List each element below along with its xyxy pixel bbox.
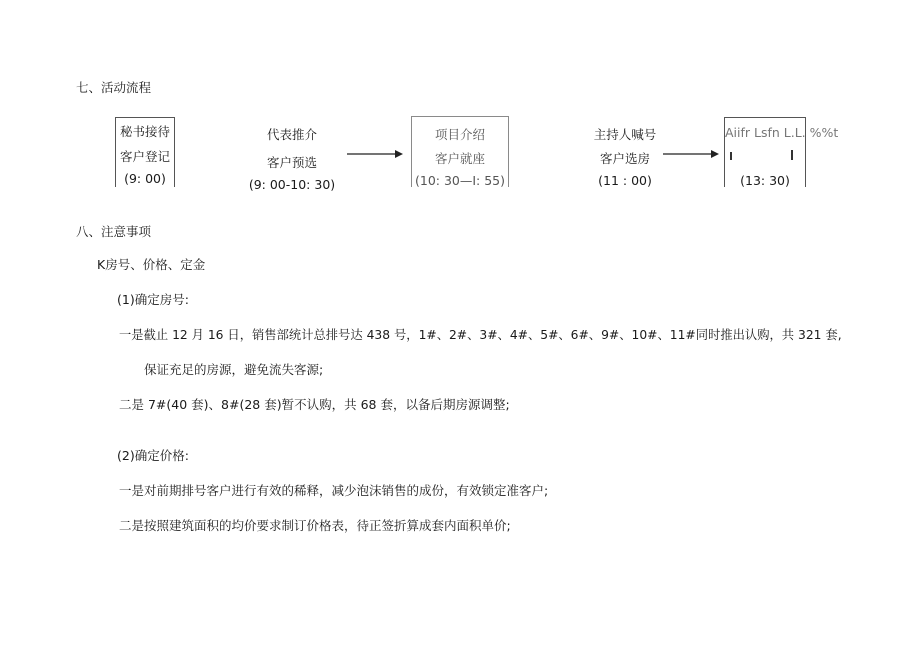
flow-step-1-box bbox=[115, 117, 175, 187]
flow-step-2 bbox=[248, 125, 336, 192]
flow-step-4-line-2: 客户选房 bbox=[599, 151, 650, 166]
item2-paragraph-1: 一是对前期排号客户进行有效的稀释，减少泡沫销售的成份，有效锁定准客户; bbox=[119, 483, 549, 498]
flow-step-2-line-2: 客户预选 bbox=[266, 155, 317, 170]
item1-paragraph-1: 一是截止 12 月 16 日，销售部统计总排号达 438 号，1#、2#、3#、4#、5#、6#、9#、10#、11#同时推出认购，共 321 套, bbox=[119, 328, 842, 342]
flow-step-3-line-1: 项目介绍 bbox=[434, 127, 485, 142]
section8-subheading: K房号、价格、定金 bbox=[97, 257, 206, 272]
item1-paragraph-1-continued: 保证充足的房源，避免流失客源; bbox=[144, 362, 324, 377]
flow-step-5-line-1: Aiifr Lsfn L.L. %%t bbox=[725, 125, 839, 140]
item2-title: (2)确定价格: bbox=[117, 448, 189, 463]
flow-step-2-line-3: (9: 00-10: 30) bbox=[248, 177, 336, 192]
flow-step-5-box bbox=[724, 117, 839, 188]
item1-title: (1)确定房号: bbox=[117, 292, 189, 307]
flow-arrow-1 bbox=[347, 148, 403, 160]
flow-step-3-line-3: (10: 30—I: 55) bbox=[414, 173, 506, 188]
flow-step-5-mark-right bbox=[791, 150, 793, 160]
flow-step-1-line-1: 秘书接待 bbox=[119, 124, 170, 139]
flow-step-3-line-2: 客户就座 bbox=[434, 151, 485, 166]
flow-step-4-line-3: (11 : 00) bbox=[598, 173, 652, 188]
flow-step-4 bbox=[580, 125, 670, 187]
flow-step-1-line-3: (9: 00) bbox=[124, 171, 166, 186]
flow-step-4-line-1: 主持人喊号 bbox=[593, 127, 657, 142]
flow-step-3-box bbox=[411, 116, 509, 187]
item1-paragraph-2: 二是 7#(40 套)、8#(28 套)暂不认购，共 68 套，以备后期房源调整; bbox=[119, 397, 510, 412]
section7-heading: 七、活动流程 bbox=[76, 80, 152, 95]
flow-step-5-mark-left bbox=[730, 152, 732, 160]
section8-heading: 八、注意事项 bbox=[76, 224, 152, 239]
flow-step-2-line-1: 代表推介 bbox=[266, 127, 317, 142]
flow-arrow-2 bbox=[663, 148, 719, 160]
flow-step-5-line-2: (13: 30) bbox=[740, 173, 790, 188]
item2-paragraph-2: 二是按照建筑面积的均价要求制订价格表，待正签折算成套内面积单价; bbox=[119, 518, 511, 533]
flow-step-1-line-2: 客户登记 bbox=[119, 149, 170, 164]
